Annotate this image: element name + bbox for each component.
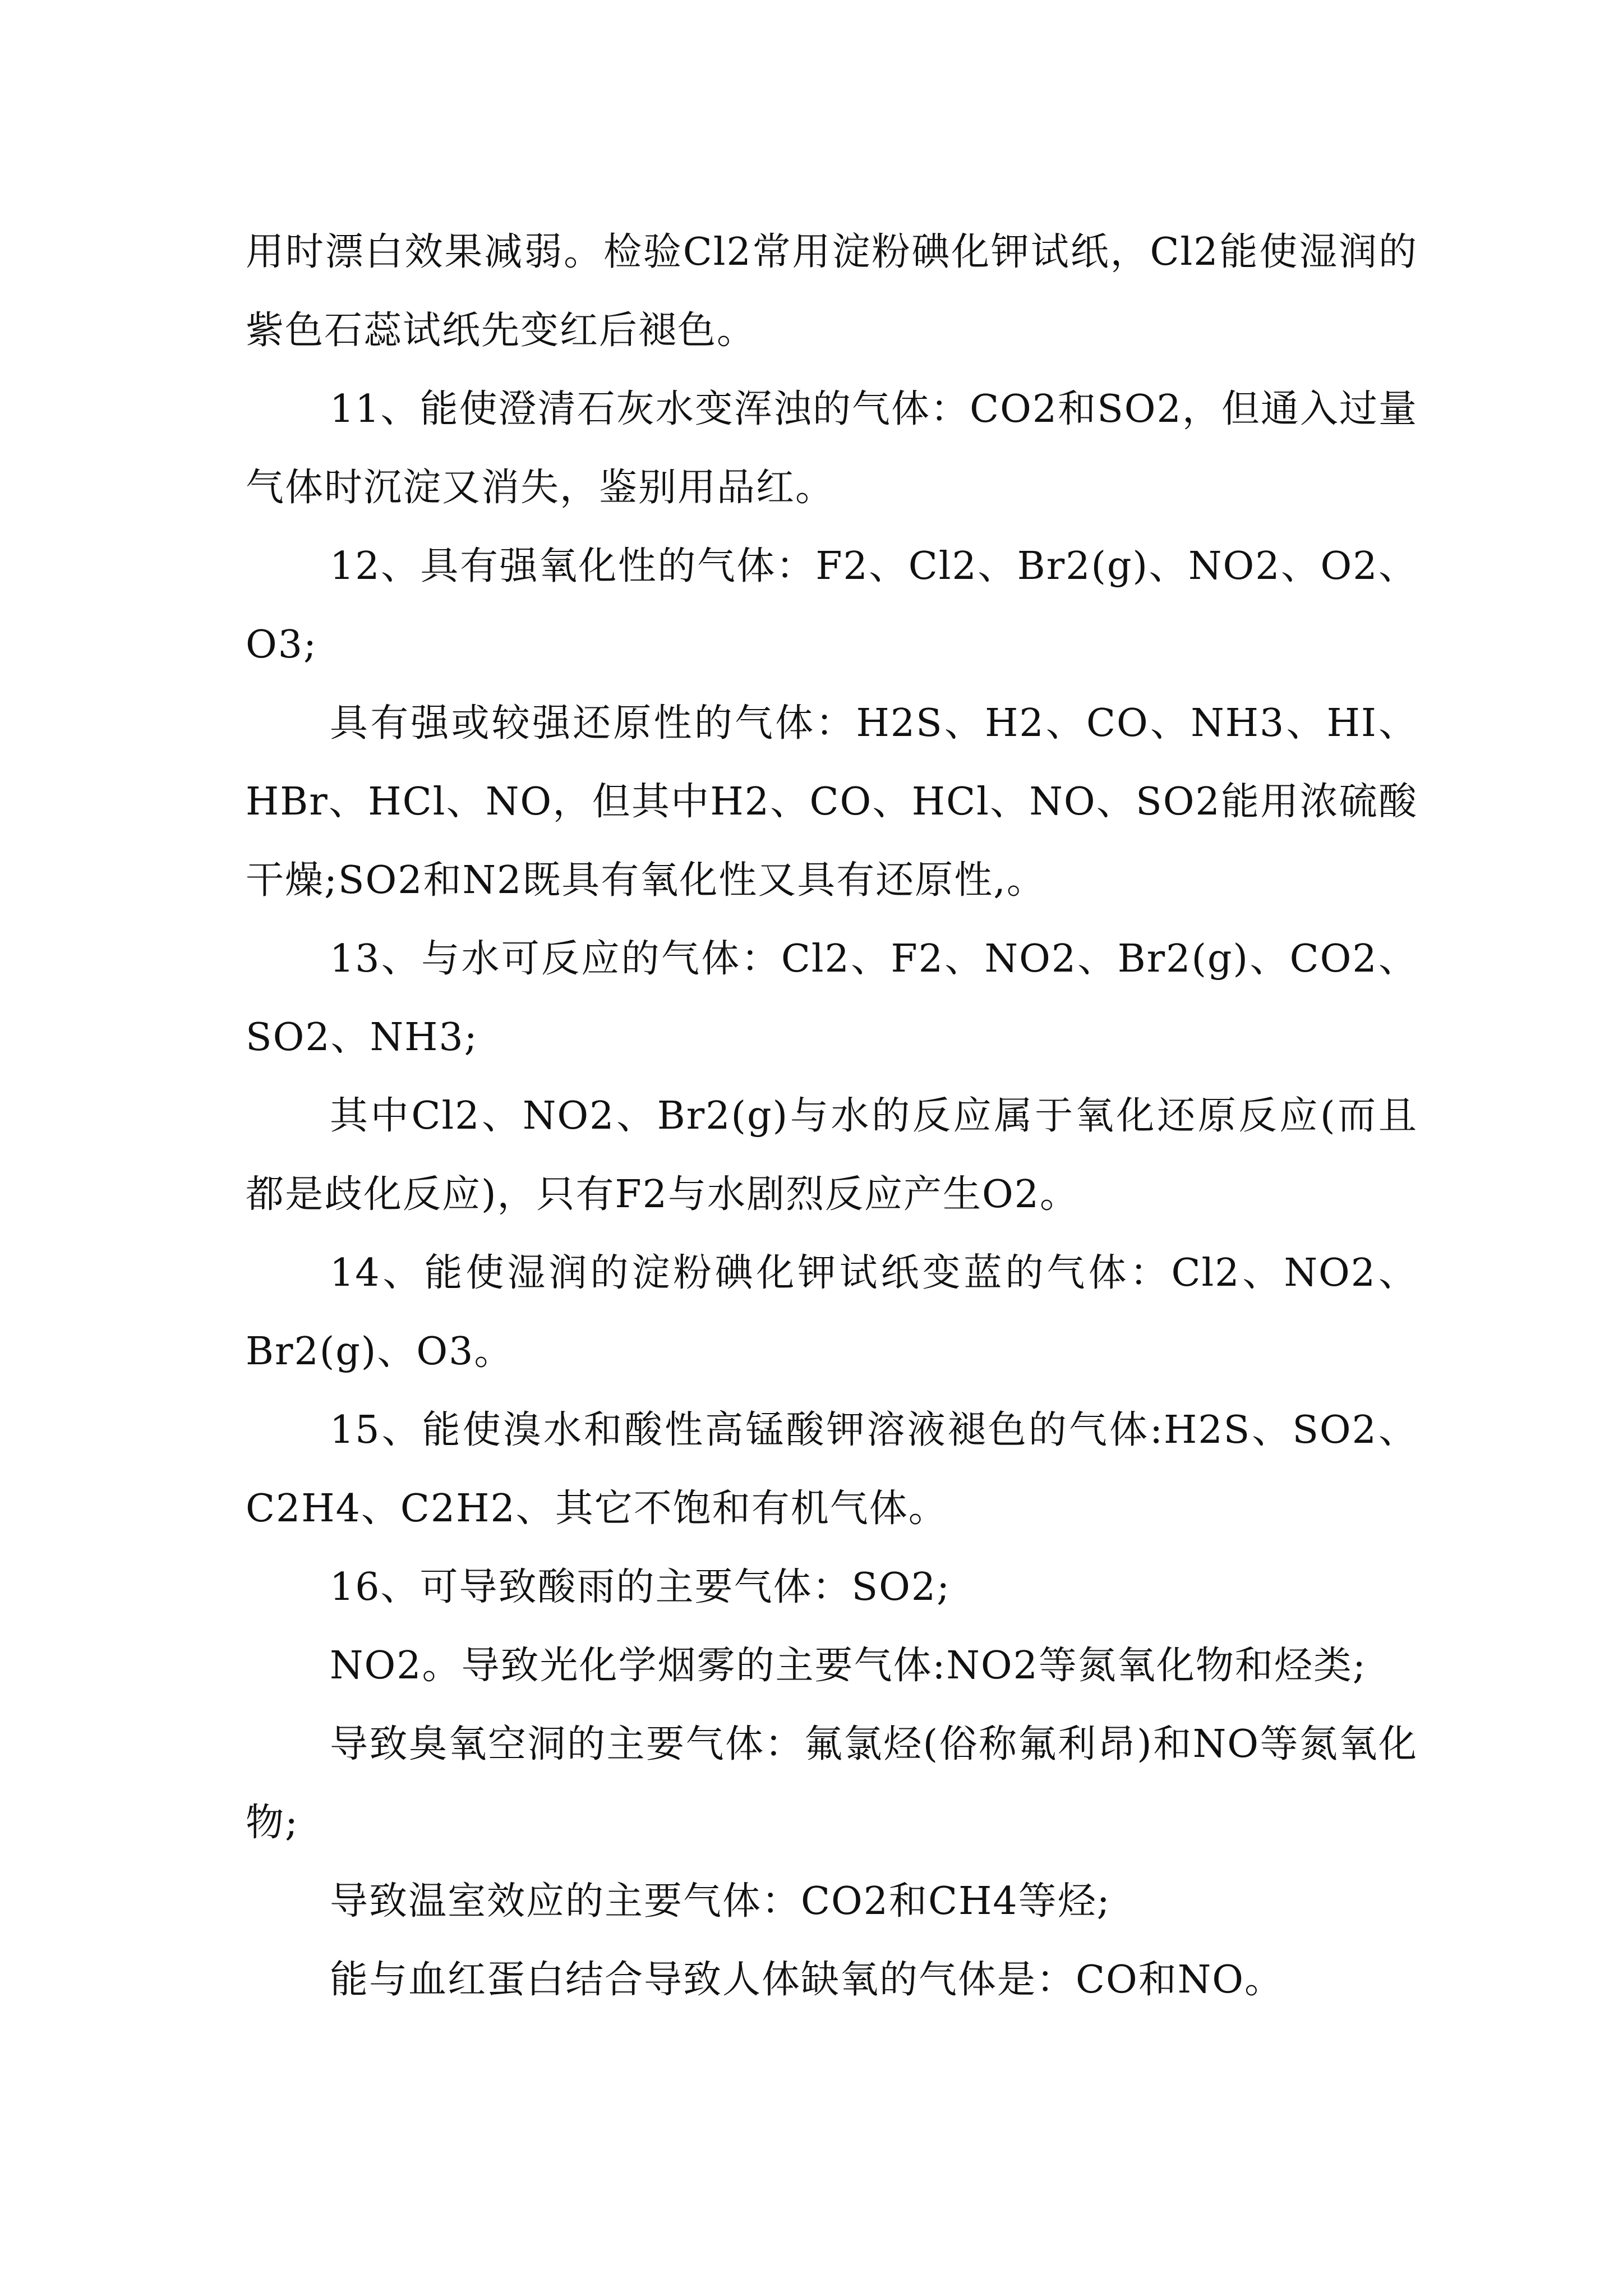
paragraph-3: 12、具有强氧化性的气体：F2、Cl2、Br2(g)、NO2、O2、O3; <box>246 544 1418 667</box>
paragraph-13: 能与血红蛋白结合导致人体缺氧的气体是：CO和NO。 <box>330 1958 1284 2002</box>
paragraph-7: 14、能使湿润的淀粉碘化钾试纸变蓝的气体：Cl2、NO2、Br2(g)、O3。 <box>246 1251 1418 1374</box>
paragraph-9: 16、可导致酸雨的主要气体：SO2; <box>330 1565 951 1609</box>
paragraph-10: NO2。导致光化学烟雾的主要气体:NO2等氮氧化物和烃类; <box>330 1644 1367 1688</box>
paragraph-5: 13、与水可反应的气体：Cl2、F2、NO2、Br2(g)、CO2、SO2、NH3; <box>246 937 1418 1060</box>
paragraph-1: 用时漂白效果减弱。检验Cl2常用淀粉碘化钾试纸，Cl2能使湿润的紫色石蕊试纸先变红后褪色。 <box>246 230 1418 353</box>
paragraph-4: 具有强或较强还原性的气体：H2S、H2、CO、NH3、HI、HBr、HCl、NO，但其中H2、CO、HCl、NO、SO2能用浓硫酸干燥;SO2和N2既具有氧化性又具有还原性,。 <box>246 701 1418 903</box>
paragraph-12: 导致温室效应的主要气体：CO2和CH4等烃; <box>330 1879 1111 1924</box>
paragraph-6: 其中Cl2、NO2、Br2(g)与水的反应属于氧化还原反应(而且都是歧化反应)，只有F2与水剧烈反应产生O2。 <box>246 1094 1418 1217</box>
paragraph-11: 导致臭氧空洞的主要气体：氟氯烃(俗称氟利昂)和NO等氮氧化物; <box>246 1722 1418 1845</box>
document-body <box>246 213 1418 2019</box>
paragraph-2: 11、能使澄清石灰水变浑浊的气体：CO2和SO2，但通入过量气体时沉淀又消失，鉴别用品红。 <box>246 387 1418 510</box>
paragraph-8: 15、能使溴水和酸性高锰酸钾溶液褪色的气体:H2S、SO2、C2H4、C2H2、其它不饱和有机气体。 <box>246 1408 1418 1531</box>
